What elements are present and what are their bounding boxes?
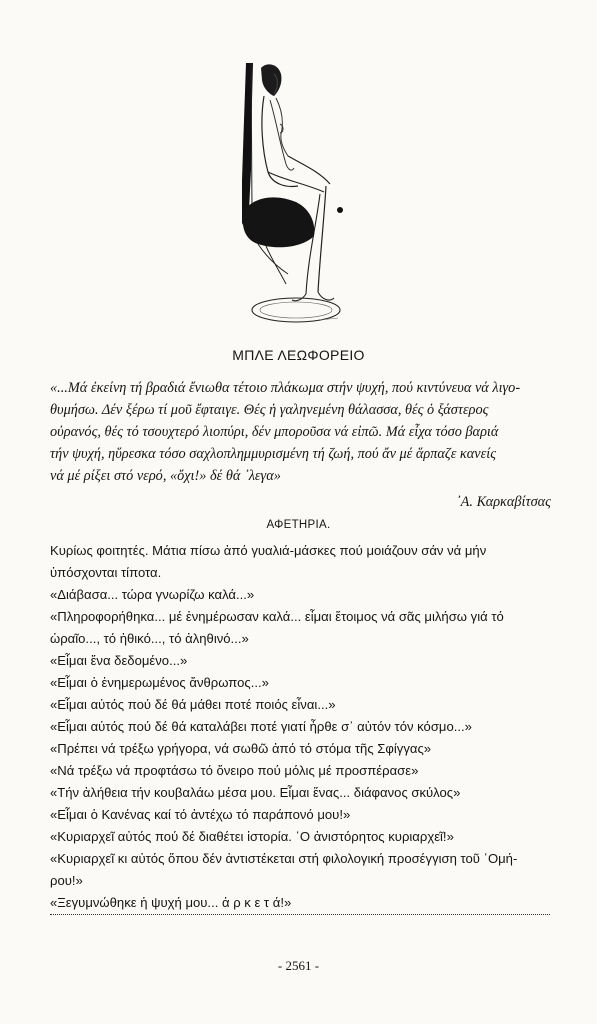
body-line: «Εἶμαι ὁ Κανένας καί τό ἀντέχω τό παράπονό μου!» [50, 807, 351, 822]
body-line: «Εἶμαι αὐτός πού δέ θά καταλάβει ποτέ γιατί ἦρθε σ᾽ αὐτόν τόν κόσμο...» [50, 719, 472, 734]
page-number: - 2561 - [277, 958, 320, 973]
body-line: «Κυριαρχεῖ κι αὐτός ὅπου δέν ἀντιστέκεται στή φιλολογική προσέγγιση τοῦ ῾Ομή- [50, 851, 518, 866]
body-line: ὑπόσχονται τίποτα. [50, 565, 162, 580]
epigraph-author: ᾽Α. Καρκαβίτσας [455, 494, 551, 510]
body-line: «Ξεγυμνώθηκε ἡ ψυχή μου... ἀ ρ κ ε τ ά!» [50, 895, 292, 910]
body-line: ρου!» [50, 873, 83, 888]
epigraph-quote [50, 377, 552, 487]
body-line: Κυρίως φοιτητές. Μάτια πίσω ἀπό γυαλιά-μάσκες πού μοιάζουν σάν νά μήν [50, 543, 487, 558]
seated-figure-sketch [236, 60, 356, 332]
dotted-divider [50, 904, 550, 915]
epigraph-line: τήν ψυχή, ηὕρεσκα τόσο σαχλοπλημμυρισμένη τή ζωή, πού ἄν μέ ἅρπαζε κανείς [50, 446, 497, 462]
body-line: «Πληροφορήθηκα... μέ ἐνημέρωσαν καλά... εἶμαι ἕτοιμος νά σᾶς μιλήσω γιά τό [50, 609, 504, 624]
epigraph-line: «...Μά ἐκείνη τή βραδιά ἔνιωθα τέτοιο πλάκωμα στήν ψυχή, πού κιντύνευα νά λιγο- [50, 380, 521, 396]
body-line: «Πρέπει νά τρέξω γρήγορα, νά σωθῶ ἀπό τό στόμα τῆς Σφίγγας» [50, 741, 432, 756]
body-text [50, 540, 552, 914]
body-line: «Εἶμαι αὐτός πού δέ θά μάθει ποτέ ποιός εἶναι...» [50, 697, 336, 712]
figure-illustration [236, 60, 356, 332]
body-line: «Κυριαρχεῖ αὐτός πού δέ διαθέτει ἱστορία. ῾Ο ἀνιστόρητος κυριαρχεῖ!» [50, 829, 454, 844]
body-line: «Τήν ἀλήθεια τήν κουβαλάω μέσα μου. Εἶμαι ἕνας... διάφανος σκύλος» [50, 785, 461, 800]
page-title: ΜΠΛΕ ΛΕΩΦΟΡΕΙΟ [232, 347, 365, 363]
epigraph-line: θυμήσω. Δέν ξέρω τί μοῦ ἔφταιγε. Θές ἡ γαληνεμένη θάλασσα, θές ὁ ξάστερος [50, 402, 489, 418]
body-line: «Διάβασα... τώρα γνωρίζω καλά...» [50, 587, 255, 602]
epigraph-line: νά μέ ρίξει στό νερό, «ὄχι!» δέ θά ᾽λεγα» [50, 468, 281, 484]
section-title: ΑΦΕΤΗΡΙΑ. [266, 519, 331, 531]
body-line: «Νά τρέξω νά προφτάσω τό ὄνειρο πού μόλις μέ προσπέρασε» [50, 763, 419, 778]
body-line: «Εἶμαι ἕνα δεδομένο...» [50, 653, 188, 668]
body-line: «Εἶμαι ὁ ἐνημερωμένος ἄνθρωπος...» [50, 675, 269, 690]
epigraph-line: οὐρανός, θές τό τσουχτερό λιοπύρι, δέν μποροῦσα νά εἰπῶ. Μά εἶχα τόσο βαριά [50, 424, 499, 440]
body-line: ὡραῖο..., τό ἠθικό..., τό ἀληθινό...» [50, 631, 249, 646]
